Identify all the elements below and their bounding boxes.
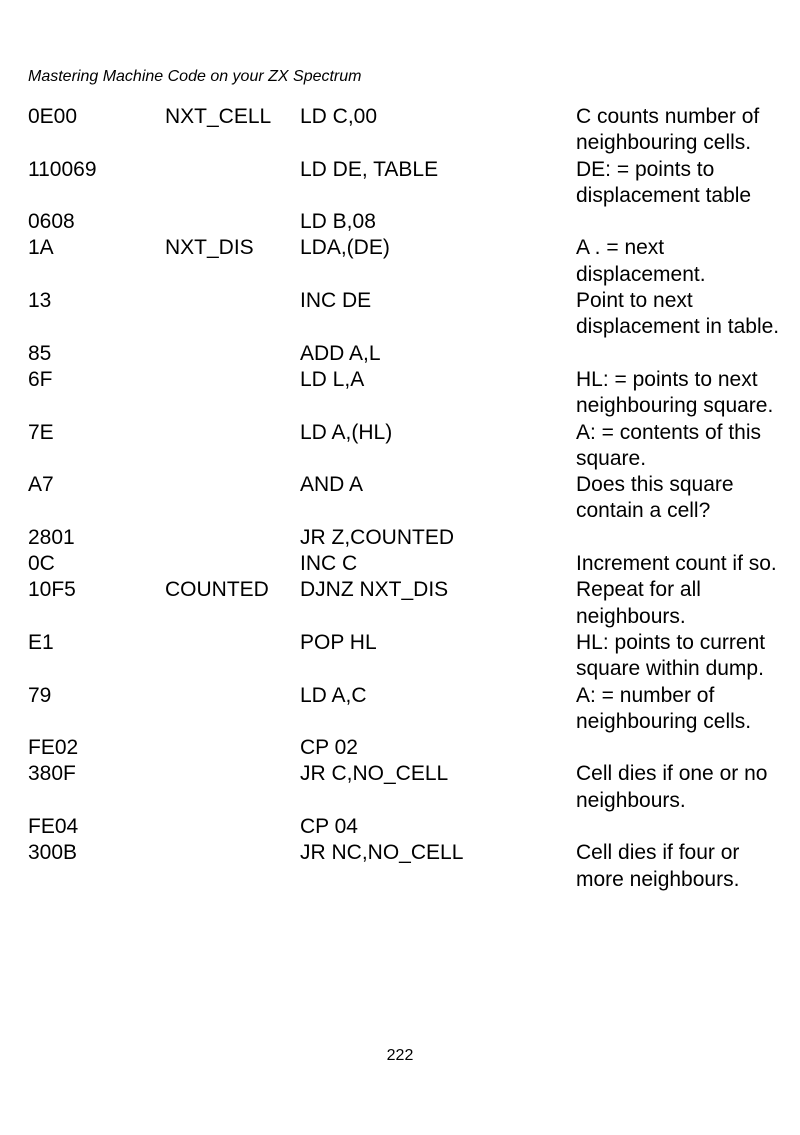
hex-code: 79 (28, 683, 52, 707)
hex-code: 6F (28, 367, 53, 391)
instruction: POP HL (300, 630, 377, 654)
running-header: Mastering Machine Code on your ZX Spectrum (28, 68, 362, 85)
listing-row (28, 367, 788, 420)
hex-code: 0C (28, 552, 55, 576)
listing-row (28, 157, 788, 210)
comment: Cell dies if one or no neighbours. (576, 762, 768, 812)
instruction: JR NC,NO_CELL (300, 841, 464, 865)
label: NXT_DIS (165, 236, 254, 260)
listing-row (28, 814, 788, 840)
instruction: LD DE, TABLE (300, 157, 439, 181)
listing-row (28, 761, 788, 814)
listing-row (28, 525, 788, 551)
listing-row (28, 235, 788, 288)
listing-row (28, 577, 788, 630)
comment (576, 209, 788, 235)
listing-row (28, 209, 788, 235)
instruction: LD C,00 (300, 105, 378, 128)
hex-code: 2801 (28, 525, 75, 549)
listing-row (28, 551, 788, 577)
hex-code: 85 (28, 341, 52, 365)
instruction: CP 04 (300, 815, 358, 839)
listing-row (28, 472, 788, 525)
hex-code: FE04 (28, 815, 79, 839)
instruction: JR Z,COUNTED (300, 525, 454, 549)
listing-row (28, 630, 788, 683)
hex-code: 300B (28, 841, 78, 865)
instruction: LD L,A (300, 367, 365, 391)
comment (576, 525, 788, 551)
label: NXT_CELL (165, 105, 272, 128)
comment: Cell dies if four or more neighbours. (576, 841, 740, 891)
hex-code: 13 (28, 289, 52, 313)
hex-code: 0608 (28, 210, 75, 234)
instruction: LD A,(HL) (300, 420, 393, 444)
comment: DE: = points to displacement table (576, 157, 752, 207)
listing-row (28, 735, 788, 761)
label: COUNTED (165, 578, 269, 602)
instruction: INC C (300, 552, 358, 576)
comment: HL: = points to next neighbouring square. (576, 367, 774, 418)
comment (576, 814, 788, 840)
listing-row (28, 683, 788, 736)
comment: A . = next displacement. (576, 236, 706, 286)
hex-code: 10F5 (28, 578, 76, 602)
listing-row (28, 341, 788, 367)
instruction: ADD A,L (300, 341, 381, 365)
instruction: LD A,C (300, 683, 367, 707)
hex-code: E1 (28, 630, 54, 654)
listing-row (28, 104, 788, 157)
hex-code: 1A (28, 236, 54, 260)
hex-code: FE02 (28, 736, 79, 760)
comment: HL: points to current square within dump. (576, 630, 766, 681)
comment: Point to next displacement in table. (576, 289, 780, 339)
hex-code: 110069 (28, 157, 97, 181)
instruction: INC DE (300, 289, 372, 313)
hex-code: 0E00 (28, 105, 78, 128)
comment (576, 341, 788, 367)
listing-row (28, 288, 788, 341)
comment: A: = number of neighbouring cells. (576, 683, 752, 733)
comment: C counts number of neighbouring cells. (576, 105, 760, 155)
instruction: AND A (300, 473, 364, 497)
hex-code: 380F (28, 762, 76, 786)
comment (576, 735, 788, 761)
code-listing (28, 104, 788, 893)
comment: Does this square contain a cell? (576, 473, 734, 523)
listing-row (28, 840, 788, 893)
comment: Increment count if so. (576, 552, 777, 576)
instruction: JR C,NO_CELL (300, 762, 449, 786)
comment: A: = contents of this square. (576, 420, 762, 470)
instruction: CP 02 (300, 736, 358, 760)
comment: Repeat for all neighbours. (576, 578, 701, 628)
hex-code: A7 (28, 473, 54, 497)
page-number: 222 (386, 1047, 414, 1064)
listing-row (28, 420, 788, 473)
instruction: LD B,08 (300, 210, 376, 234)
hex-code: 7E (28, 420, 54, 444)
instruction: DJNZ NXT_DIS (300, 578, 449, 602)
instruction: LDA,(DE) (300, 236, 390, 260)
